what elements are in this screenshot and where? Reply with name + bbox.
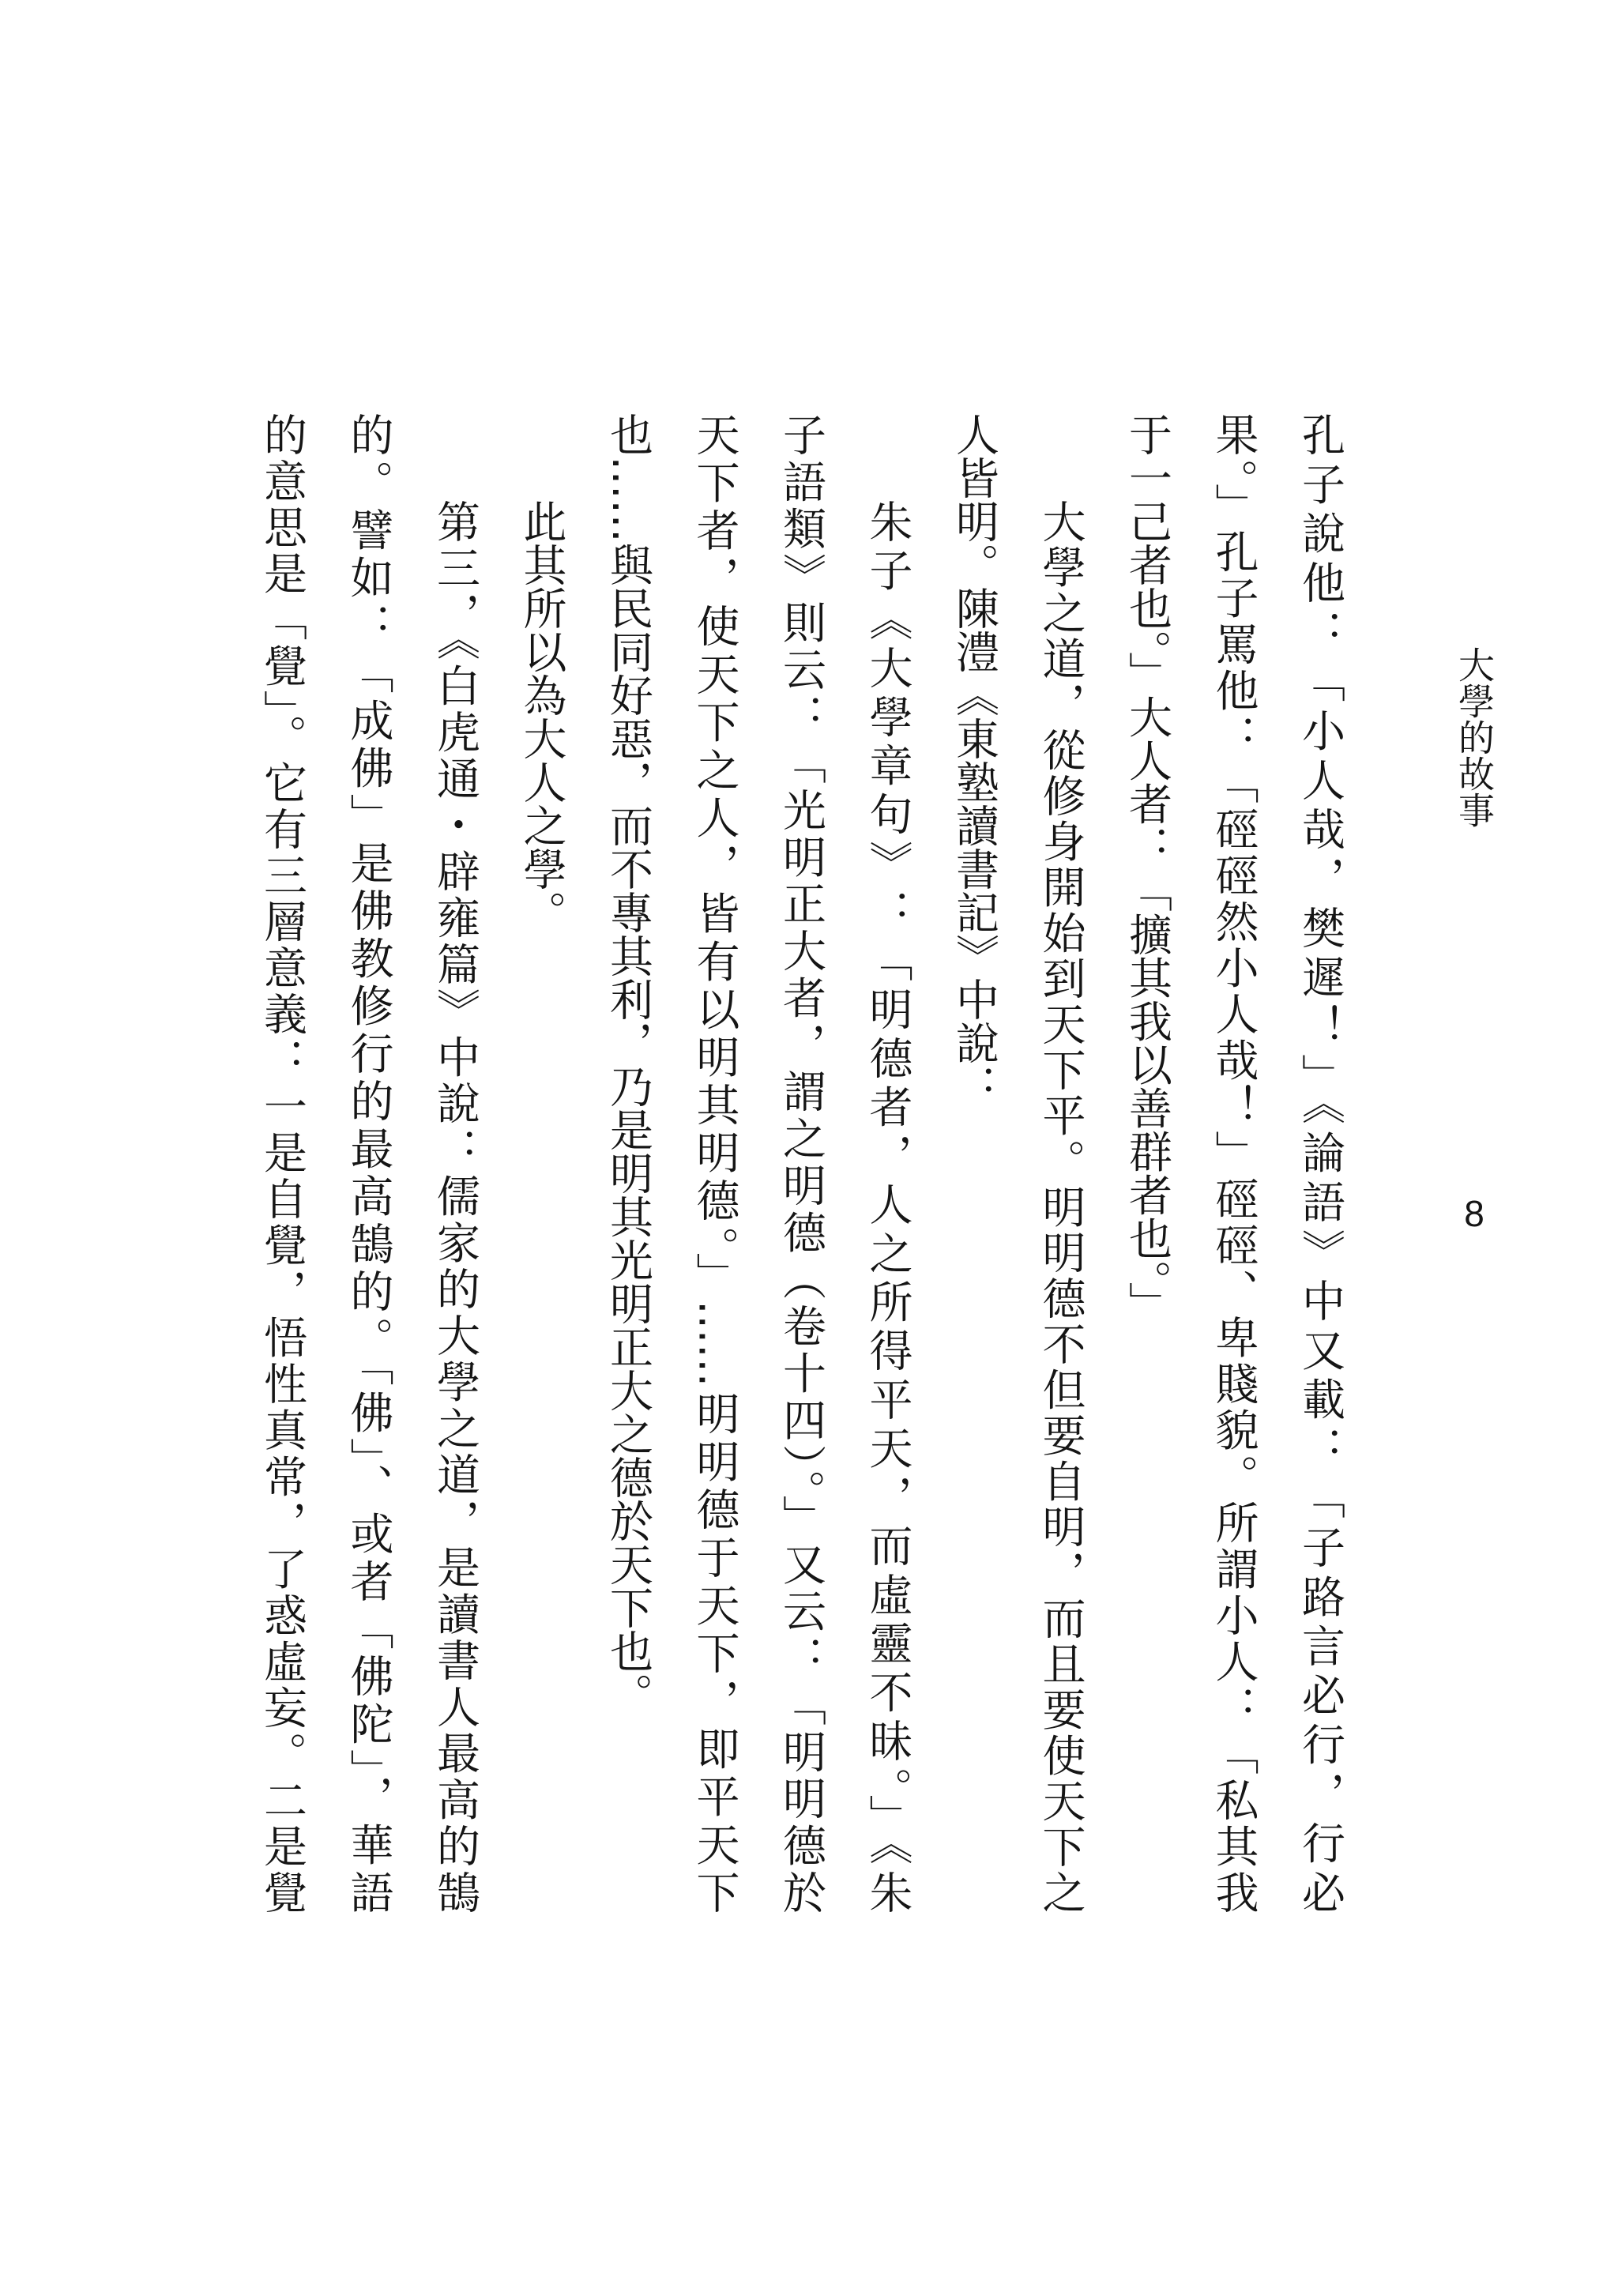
text-column: 第三，《白虎通・辟雍篇》中說：儒家的大學之道，是讀書人最高的鵠 bbox=[430, 499, 480, 1914]
page-number: 8 bbox=[1464, 1193, 1484, 1234]
text-column: 天下者，使天下之人，皆有以明其明德。」……明明德于天下，即平天下 bbox=[689, 412, 740, 1914]
running-header: 大學的故事 bbox=[1453, 646, 1496, 828]
text-column: 子語類》則云：「光明正大者，謂之明德（卷十四）。」又云：「明明德於 bbox=[776, 412, 826, 1914]
text-column: 孔子說他：「小人哉，樊遲！」《論語》中又載：「子路言必行，行必 bbox=[1295, 412, 1345, 1914]
text-column: 也……與民同好惡，而不專其利，乃是明其光明正大之德於天下也。 bbox=[603, 412, 653, 1716]
text-column: 朱子《大學章句》：「明德者，人之所得平天，而虛靈不昧。」《朱 bbox=[862, 499, 913, 1914]
text-column: 大學之道，從修身開始到天下平。明明德不但要自明，而且要使天下之 bbox=[1035, 499, 1086, 1914]
text-column: 于一己者也。」大人者：「擴其我以善群者也。」 bbox=[1122, 412, 1172, 1325]
text-column: 果。」孔子罵他：「硜硜然小人哉！」硜硜、卑賤貌。所謂小人：「私其我 bbox=[1208, 412, 1259, 1914]
text-column: 的意思是「覺」。它有三層意義：一是自覺，悟性真常，了惑虛妄。二是覺 bbox=[257, 412, 307, 1914]
text-column: 的。譬如：「成佛」是佛教修行的最高鵠的。「佛」、或者「佛陀」，華語 bbox=[343, 412, 394, 1914]
text-column: 此其所以為大人之學。 bbox=[516, 499, 567, 934]
text-column: 人皆明。陳澧《東塾讀書記》中說： bbox=[949, 412, 999, 1108]
body-text bbox=[237, 412, 1363, 1914]
